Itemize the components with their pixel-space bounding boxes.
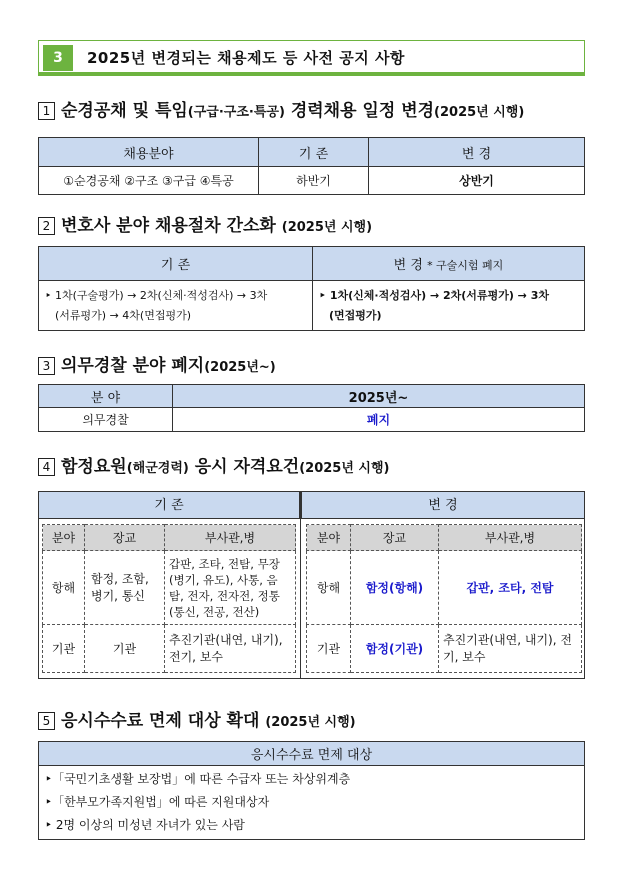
s3-number-box: 3 — [38, 357, 55, 375]
s4-new-r2-nco: 추진기관(내연, 내기), 전기, 보수 — [439, 625, 582, 673]
s4-divider — [300, 491, 301, 679]
s2-header-new-note: * 구술시험 폐지 — [427, 259, 504, 272]
s4-old-r2-officer: 기관 — [85, 625, 165, 673]
s1-title-paren: (구급·구조·특공) — [187, 105, 285, 120]
s4-title-main: 함정요원 — [61, 457, 127, 477]
s1-cell-old: 하반기 — [259, 167, 369, 195]
s4-old-r1-officer: 함정, 조함, 병기, 통신 — [85, 551, 165, 625]
s4-title-rest: 응시 자격요건 — [188, 457, 300, 477]
s2-title-main: 변호사 분야 채용절차 간소화 — [61, 216, 276, 236]
s2-new-line1: ‣ 1차(신체·적성검사) → 2차(서류평가) → 3차 — [319, 288, 549, 302]
s5-list — [39, 766, 585, 840]
s4-new-col-nco: 부사관,병 — [439, 525, 582, 551]
s1-title-rest: 경력채용 일정 변경 — [284, 101, 435, 121]
s5-header: 응시수수료 면제 대상 — [39, 742, 585, 766]
s1-title — [38, 96, 524, 121]
s2-number-box: 2 — [38, 217, 55, 235]
s4-old-col-officer: 장교 — [85, 525, 165, 551]
s5-title-year: (2025년 시행) — [265, 715, 356, 730]
s4-old-col-nco: 부사관,병 — [165, 525, 296, 551]
s3-header-field: 분 야 — [39, 385, 173, 408]
s1-title-year: (2025년 시행) — [434, 105, 525, 120]
table-row — [307, 551, 582, 625]
s2-new-line2: (면접평가) — [329, 308, 382, 322]
s4-new-r1-nco: 갑판, 조타, 전탐 — [439, 551, 582, 625]
s3-title-year: (2025년~) — [204, 360, 276, 375]
s1-number-box: 1 — [38, 102, 55, 120]
s1-table — [38, 137, 585, 195]
section-number: 3 — [43, 45, 73, 71]
section-header-title: 2025년 변경되는 채용제도 등 사전 공지 사항 — [87, 49, 405, 67]
s2-table — [38, 246, 585, 331]
s4-number-box: 4 — [38, 458, 55, 476]
s4-old-table — [42, 524, 296, 673]
s4-new-r2-officer: 함정(기관) — [351, 625, 439, 673]
s2-header-new — [313, 247, 585, 281]
s4-old-col-field: 분야 — [43, 525, 85, 551]
s2-title-year: (2025년 시행) — [281, 220, 373, 235]
s1-cell-field: ①순경공채 ②구조 ③구급 ④특공 — [39, 167, 259, 195]
s4-new-r1-field: 항해 — [307, 551, 351, 625]
s2-cell-new — [313, 281, 585, 331]
s3-title-main: 의무경찰 분야 폐지 — [61, 356, 205, 376]
s1-cell-new: 상반기 — [369, 167, 585, 195]
s4-new-col-officer: 장교 — [351, 525, 439, 551]
s1-header-new: 변 경 — [369, 138, 585, 167]
list-item: ‣「국민기초생활 보장법」에 따른 수급자 또는 차상위계층 — [45, 772, 351, 786]
table-row — [43, 625, 296, 673]
s3-title — [38, 351, 276, 376]
s2-header-new-label: 변 경 — [393, 258, 423, 273]
s5-title-main: 응시수수료 면제 대상 확대 — [61, 711, 260, 731]
s2-old-line2: (서류평가) → 4차(면접평가) — [55, 308, 192, 322]
s4-old-r2-field: 기관 — [43, 625, 85, 673]
s4-new-r2-field: 기관 — [307, 625, 351, 673]
s4-new-r1-officer: 함정(항해) — [351, 551, 439, 625]
s2-cell-old — [39, 281, 313, 331]
s1-title-main: 순경공채 및 특임 — [61, 101, 188, 121]
s4-new-table — [306, 524, 582, 673]
s4-header-old: 기 존 — [38, 491, 300, 519]
s4-old-r1-field: 항해 — [43, 551, 85, 625]
s3-table — [38, 384, 585, 432]
s4-title-paren: (해군경력) — [126, 461, 189, 476]
s5-title — [38, 706, 356, 731]
section-header-band — [38, 40, 585, 76]
s2-title — [38, 211, 372, 236]
s1-header-old: 기 존 — [259, 138, 369, 167]
s2-old-line1: ‣ 1차(구술평가) → 2차(신체·적성검사) → 3차 — [45, 288, 268, 302]
s4-old-r2-nco: 추진기관(내연, 내기), 전기, 보수 — [165, 625, 296, 673]
s3-cell-field: 의무경찰 — [39, 408, 173, 432]
s4-header-new: 변 경 — [301, 491, 585, 519]
s5-table — [38, 741, 585, 840]
list-item: ‣「한부모가족지원법」에 따른 지원대상자 — [45, 795, 270, 809]
s4-title — [38, 452, 389, 477]
s4-new-col-field: 분야 — [307, 525, 351, 551]
s4-title-year: (2025년 시행) — [299, 461, 390, 476]
s3-header-year: 2025년~ — [173, 385, 585, 408]
table-row — [307, 625, 582, 673]
list-item: ‣ 2명 이상의 미성년 자녀가 있는 사람 — [45, 818, 245, 832]
s4-old-r1-nco: 갑판, 조타, 전탐, 무장(병기, 유도), 사통, 음탐, 전자, 전자전, 정통(통신, 전공, 전산) — [165, 551, 296, 625]
s3-cell-value: 폐지 — [173, 408, 585, 432]
s2-header-old: 기 존 — [39, 247, 313, 281]
table-row — [43, 551, 296, 625]
s5-number-box: 5 — [38, 712, 55, 730]
s1-header-field: 채용분야 — [39, 138, 259, 167]
